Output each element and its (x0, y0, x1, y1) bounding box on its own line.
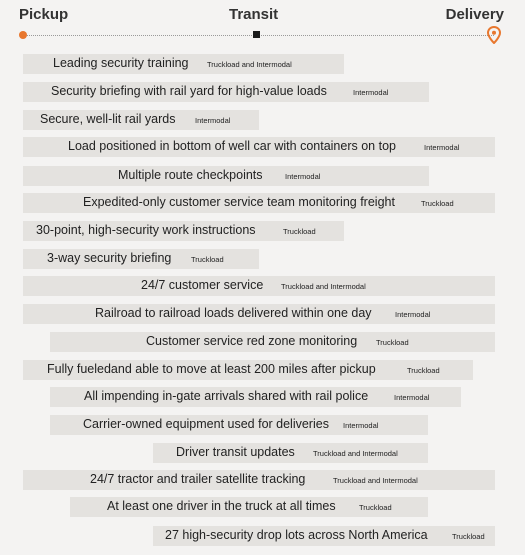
measure-bar (23, 193, 495, 213)
measure-tag: Truckload and Intermodal (313, 449, 398, 458)
measure-tag: Intermodal (353, 88, 389, 97)
measure-tag: Intermodal (424, 143, 460, 152)
measure-text: Expedited-only customer service team monitoring freight (83, 195, 395, 209)
measure-tag: Truckload and Intermodal (333, 476, 418, 485)
pickup-dot-icon (19, 31, 27, 39)
measure-bar (23, 166, 429, 186)
measure-bar (153, 526, 495, 546)
stage-label-transit: Transit (229, 6, 279, 23)
measure-tag: Truckload and Intermodal (207, 60, 292, 69)
measure-text: Fully fueledand able to move at least 200 miles after pickup (47, 362, 376, 376)
measure-tag: Truckload (359, 503, 392, 512)
measure-bar (70, 497, 428, 517)
measure-text: At least one driver in the truck at all times (107, 499, 336, 513)
measure-text: Railroad to railroad loads delivered within one day (95, 306, 372, 320)
measure-tag: Intermodal (394, 393, 430, 402)
measure-bar (23, 82, 429, 102)
measure-text: 27 high-security drop lots across North America (165, 528, 428, 542)
measure-tag: Intermodal (285, 172, 321, 181)
measure-bar (50, 415, 428, 435)
measure-text: 24/7 customer service (141, 278, 264, 292)
measure-text: All impending in-gate arrivals shared with rail police (84, 389, 369, 403)
measure-tag: Intermodal (195, 116, 231, 125)
measure-bar (23, 137, 495, 157)
measure-text: Load positioned in bottom of well car with containers on top (68, 139, 396, 153)
measure-tag: Truckload (452, 532, 485, 541)
measure-tag: Intermodal (395, 310, 431, 319)
measure-bar (23, 360, 473, 380)
measure-bar (153, 443, 428, 463)
measure-tag: Truckload (421, 199, 454, 208)
measure-bar (23, 110, 259, 130)
measure-text: 3-way security briefing (47, 251, 172, 265)
measure-text: 30-point, high-security work instructions (36, 223, 256, 237)
measure-bar (23, 304, 495, 324)
measure-bar (23, 54, 344, 74)
measure-text: Multiple route checkpoints (118, 168, 263, 182)
map-pin-icon (487, 26, 501, 44)
measure-bar (23, 470, 495, 490)
measure-tag: Truckload (407, 366, 440, 375)
measure-text: Carrier-owned equipment used for deliveries (83, 417, 329, 431)
measure-text: 24/7 tractor and trailer satellite tracking (90, 472, 306, 486)
measure-tag: Truckload (191, 255, 224, 264)
transit-square-icon (253, 31, 260, 38)
measure-text: Driver transit updates (176, 445, 295, 459)
measure-bar (23, 249, 259, 269)
measure-bar (23, 276, 495, 296)
measure-text: Leading security training (53, 56, 189, 70)
measure-bar (50, 387, 461, 407)
stage-label-pickup: Pickup (19, 6, 69, 23)
stage-label-delivery: Delivery (445, 6, 504, 23)
measure-text: Secure, well-lit rail yards (40, 112, 176, 126)
measure-text: Security briefing with rail yard for high-value loads (51, 84, 327, 98)
measure-bar (50, 332, 495, 352)
measure-tag: Truckload (283, 227, 316, 236)
measure-tag: Truckload and Intermodal (281, 282, 366, 291)
measure-bar (23, 221, 344, 241)
measure-tag: Intermodal (343, 421, 379, 430)
measure-tag: Truckload (376, 338, 409, 347)
measure-text: Customer service red zone monitoring (146, 334, 358, 348)
